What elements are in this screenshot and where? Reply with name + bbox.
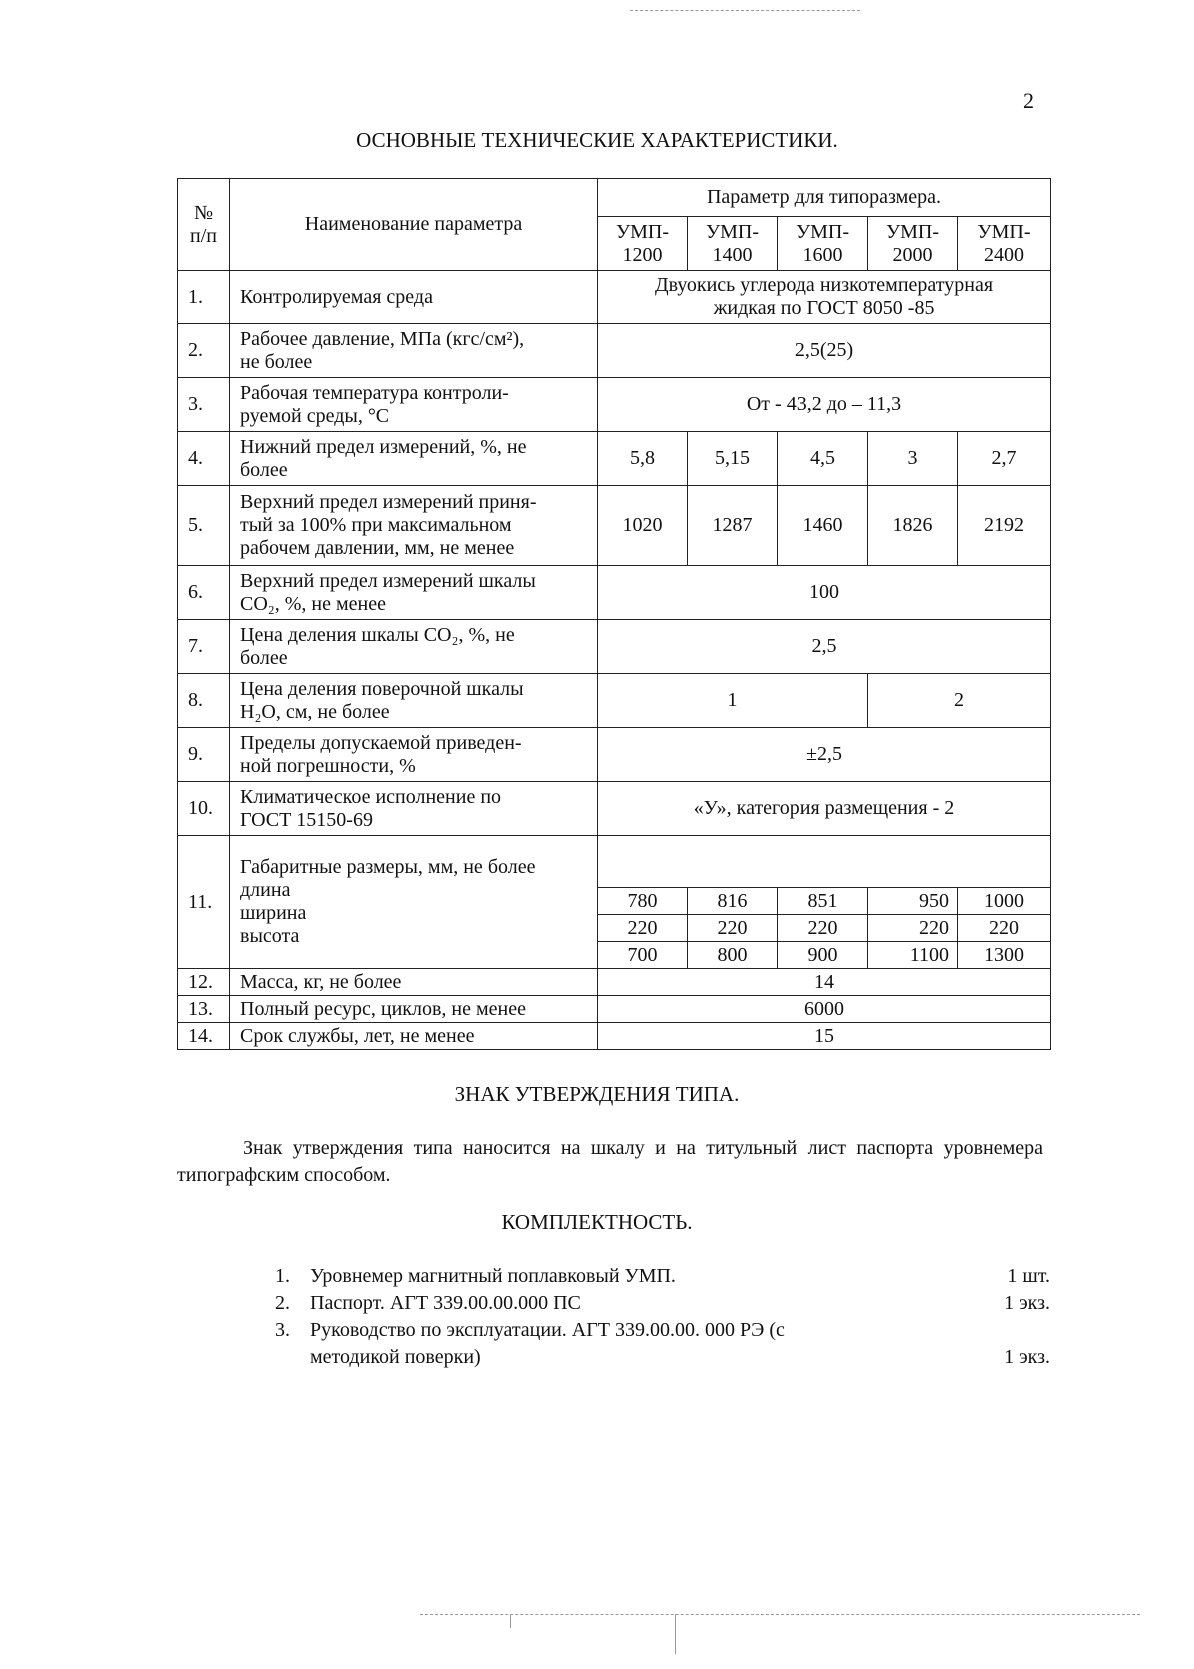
page-title: ОСНОВНЫЕ ТЕХНИЧЕСКИЕ ХАРАКТЕРИСТИКИ. [356,128,838,152]
header-num: № п/п [178,179,230,271]
table-row: 5. Верхний предел измерений приня- тый за 100% при максимальном рабочем давлении, мм, не менее 1020 1287 1460 1826 2192 [178,486,1051,566]
list-item: 3. Руководство по эксплуатации. АГТ 339.00.00. 000 РЭ (с методикой поверки) 1 экз. [275,1319,1050,1368]
scan-artifact-bottom-mark [510,1614,511,1628]
section-title-kit: КОМПЛЕКТНОСТЬ. [501,1210,693,1234]
scan-artifact-bottom-mark-2 [675,1614,676,1654]
table-row: 4. Нижний предел измерений, %, не более 5,8 5,15 4,5 3 2,7 [178,432,1051,486]
header-model: УМП- 2400 [958,217,1051,271]
specs-table [177,178,1051,1050]
scan-artifact-top [630,10,860,11]
table-row: 6. Верхний предел измерений шкалы СО₂, %, не менее 100 [178,566,1051,620]
page-number: 2 [1023,88,1034,113]
table-header-row [178,179,1051,217]
table-row: 10. Климатическое исполнение по ГОСТ 15150-69 «У», категория размещения - 2 [178,782,1051,836]
table-row: 3. Рабочая температура контроли- руемой среды, °С От - 43,2 до – 11,3 [178,378,1051,432]
table-row: 11. Габаритные размеры, мм, не более длина ширина высота [178,836,1051,888]
table-row: 7. Цена деления шкалы СО₂, %, не более 2,5 [178,620,1051,674]
dims-spacer [598,836,1051,888]
table-row-width: 220 220 220 220 220 [178,915,1051,942]
table-row: 2. Рабочее давление, МПа (кгс/см²), не более 2,5(25) [178,324,1051,378]
table-row-length: 780 816 851 950 1000 [178,888,1051,915]
list-item: 1. Уровнемер магнитный поплавковый УМП. 1 шт. [275,1265,1050,1287]
header-model: УМП- 1400 [688,217,778,271]
table-row: 14. Срок службы, лет, не менее 15 [178,1023,1051,1050]
header-param-group: Параметр для типоразмера. [598,179,1051,217]
table-row: 9. Пределы допускаемой приведен- ной погрешности, % ±2,5 [178,728,1051,782]
table-row-height: 700 800 900 1100 1300 [178,942,1051,969]
header-model: УМП- 1200 [598,217,688,271]
section-title-approval: ЗНАК УТВЕРЖДЕНИЯ ТИПА. [454,1082,740,1106]
list-item: 2. Паспорт. АГТ 339.00.00.000 ПС 1 экз. [275,1292,1050,1314]
table-row: 1. Контролируемая среда Двуокись углерода низкотемпературная жидкая по ГОСТ 8050 -85 [178,271,1051,324]
header-name: Наименование параметра [230,179,598,271]
kit-list [275,1263,1050,1371]
header-model: УМП- 2000 [868,217,958,271]
table-row: 12. Масса, кг, не более 14 [178,969,1051,996]
table-row: 13. Полный ресурс, циклов, не менее 6000 [178,996,1051,1023]
header-model: УМП- 1600 [778,217,868,271]
approval-paragraph: Знак утверждения типа наносится на шкалу и на титульный лист паспорта уровнемера типографским способом. [177,1137,1043,1186]
scan-artifact-bottom [420,1614,1140,1615]
table-row: 8. Цена деления поверочной шкалы Н₂О, см, не более 1 2 [178,674,1051,728]
